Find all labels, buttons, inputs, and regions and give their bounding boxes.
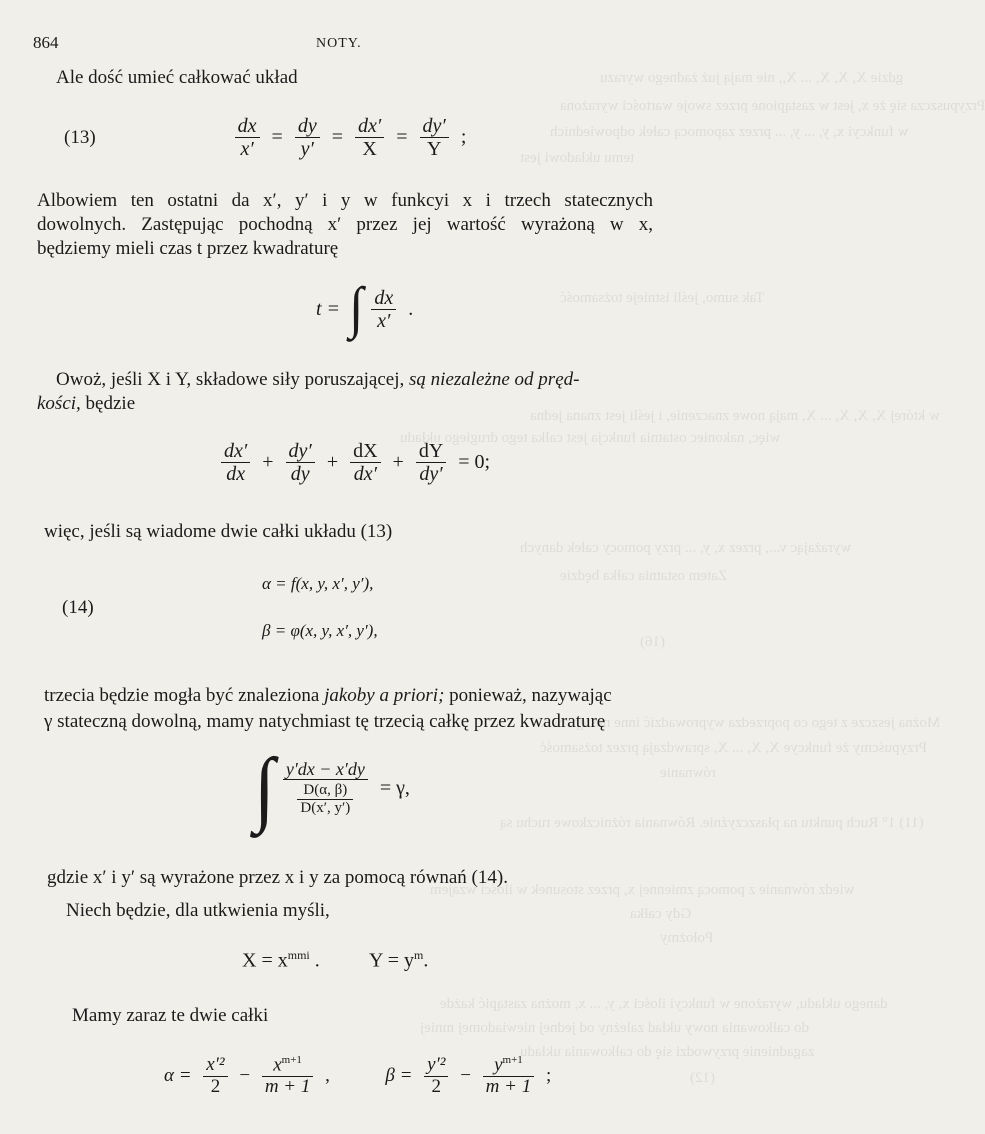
ghost-line: Zatem ostatnia całka będzie — [560, 568, 727, 584]
paragraph-2-line-1: Albowiem ten ostatni da x′, y′ i y w funkcyi x i trzech statecznych — [37, 190, 653, 211]
equation-xy: $X = x^{mmi}$ . $Y = y^m$. — [242, 948, 429, 972]
equation-13: (13) $\frac{dx}{x'}$ = $\frac{dy}{y'}$ = $\frac{dx'}{X}$ = $\frac{dy'}{Y}$ ; — [64, 115, 467, 160]
ghost-line: (12) — [690, 1070, 715, 1086]
paragraph-7: Niech będzie, dla utkwienia myśli, — [66, 900, 330, 921]
paragraph-6: gdzie x′ i y′ są wyrażone przez x i y za pomocą równań (14). — [47, 867, 508, 888]
equation-14-label: (14) — [62, 597, 94, 618]
ghost-line: w której X, X, X, ... X, mają nowe znaczenie, i jeśli jest znana jedna — [530, 408, 940, 424]
ghost-line: danego układu, wyrażone w funkcyi ilości x, y, ... x, można zastąpić każde — [440, 996, 888, 1012]
equation-14-alpha: α = f(x, y, x′, y′), — [262, 574, 374, 593]
ghost-line: równanie — [660, 765, 716, 781]
ghost-line: zagadnienie przywodzi się do całkowania układu — [520, 1044, 815, 1060]
ghost-line: w funkcyi x, y, ... y, ... przez zapomocą całek odpowiednich — [550, 124, 909, 140]
ghost-line: do całkowania nowy układ zależny od jednej niewiadomej mniej — [420, 1020, 810, 1036]
ghost-line: temu układowi jest — [520, 150, 635, 166]
fraction: $\frac{dy}{y'}$ — [295, 115, 320, 160]
fraction: $\frac{dx}{x'}$ — [235, 115, 260, 160]
paragraph-3-line-1: Owoż, jeśli X i Y, składowe siły poruszającej, są niezależne od pręd- — [56, 369, 580, 390]
paragraph-8: Mamy zaraz te dwie całki — [72, 1005, 269, 1026]
paragraph-1: Ale dość umieć całkować układ — [56, 67, 298, 88]
paragraph-4: więc, jeśli są wiadome dwie całki układu (13) — [44, 521, 393, 542]
paragraph-5-line-2: γ stateczną dowolną, mamy natychmiast tę trzecią całkę przez kwadraturę — [44, 711, 606, 732]
ghost-line: wyrażając v..., przez x, y, ... przy pomocy całek danych — [520, 540, 852, 556]
running-head: NOTY. — [316, 36, 362, 51]
integral-sign: ∫ — [254, 741, 275, 835]
ghost-line: wiedz równanie z pomocą zmiennej x, przez stosunek w ilości wzajem — [430, 882, 855, 898]
equation-alpha-beta: α = $\frac{\text{x′²}}{2}$ − $\frac{x^{m+1}}{m + 1}$ , β = $\frac{\text{y′²}}{2}$ − $\frac{y^{m+1}}{m + 1}$ ; — [164, 1053, 552, 1098]
ghost-line: Można jeszcze z tego co poprzedza wyprowadzić inne następstwo. — [540, 715, 941, 731]
ghost-line: Położmy — [660, 930, 714, 946]
ghost-line: Przypuszcza się że x, jest w zastąpione przez swoje wartości wyrażona — [560, 98, 985, 114]
ghost-line: Gdy całka — [630, 906, 692, 922]
ghost-line: Tak sumo, jeśli istnieje tożsamość — [560, 290, 765, 306]
equation-time: t = ∫ $\frac{dx}{x'}$ . — [316, 277, 414, 340]
ghost-line: gdzie X, X, X, ... X,, nie mają już żadnego wyrazu — [600, 70, 904, 86]
integral-sign: ∫ — [349, 277, 364, 340]
page-number: 864 — [33, 33, 59, 52]
equation-14-beta: β = φ(x, y, x′, y′), — [262, 621, 378, 640]
fraction: $\frac{dy'}{Y}$ — [420, 115, 449, 160]
equation-gamma: ∫ $\frac{y'dx - x'dy}{\frac{D(\alpha, \beta)}{D(x', y')}}$ = γ, — [254, 741, 410, 835]
paragraph-3-line-2: kości, będzie — [37, 393, 136, 414]
paragraph-5-line-1: trzecia będzie mogła być znaleziona jakoby a priori; ponieważ, nazywając — [44, 685, 612, 706]
ghost-line: (11) 1° Ruch punktu na płaszczyźnie. Równania różniczkowe ruchu są — [500, 815, 924, 831]
paragraph-2-line-3: będziemy mieli czas t przez kwadraturę — [37, 238, 339, 259]
ghost-line: więc, nakoniec ostatnia funkcja jest całka tego drugiego układu — [400, 430, 781, 446]
fraction: $\frac{dx'}{X}$ — [355, 115, 384, 160]
paragraph-2-line-2: dowolnych. Zastępując pochodną x′ przez jej wartość wyrażoną w x, — [37, 214, 653, 235]
ghost-line: Przypuścmy że funkcye X, X, ... X, sprawdzają przez tożsamość — [540, 740, 927, 756]
equation-divergence: $\frac{dx'}{dx}$ + $\frac{dy'}{dy}$ + $\frac{dX}{dx'}$ + $\frac{dY}{dy'}$ = 0; — [218, 440, 494, 485]
equation-label: (13) — [64, 126, 96, 148]
ghost-line: (16) — [640, 634, 665, 650]
